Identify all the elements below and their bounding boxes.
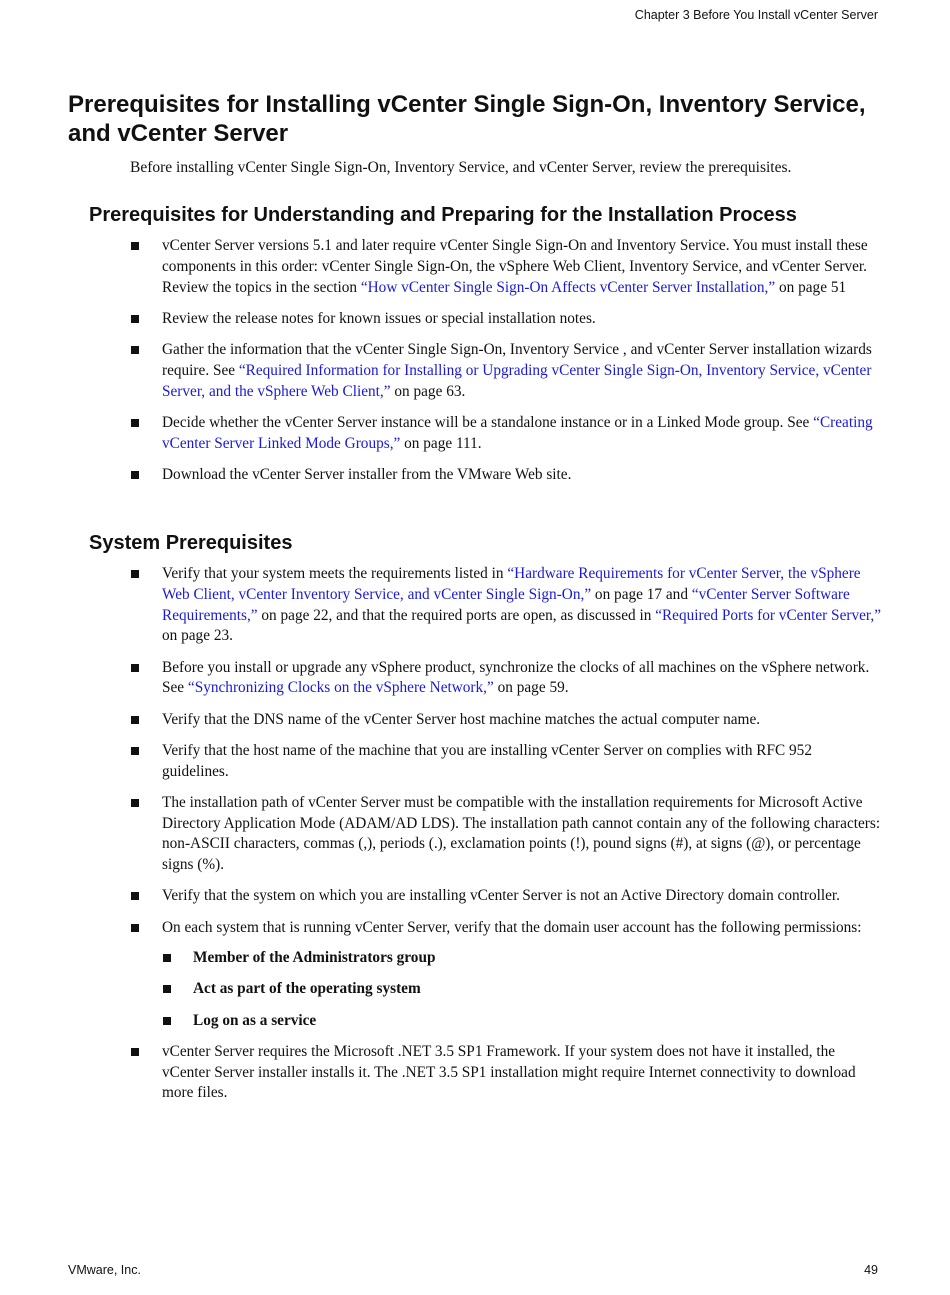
item-text: vCenter Server versions 5.1 and later require vCenter Single Sign-On and Inventory Service. You must install these components in this order: vCenter Single Sign-On, the vSphere Web Client, Inventory Service, and vCenter Server. Review the topics in the section xyxy=(162,237,868,296)
square-bullet-icon xyxy=(131,892,139,900)
list-item xyxy=(130,309,882,330)
section-heading-preparation: Prerequisites for Understanding and Preparing for the Installation Process xyxy=(89,204,797,226)
list-item xyxy=(130,710,882,731)
list-item xyxy=(130,340,882,402)
item-text: Gather the information that the vCenter Single Sign-On, Inventory Service , and vCenter Server installation wizards require. See xyxy=(162,340,872,379)
permission-text: Log on as a service xyxy=(193,1011,317,1029)
square-bullet-icon xyxy=(131,242,139,250)
list-item xyxy=(130,886,882,907)
square-bullet-icon xyxy=(131,747,139,755)
page-number: 49 xyxy=(864,1263,878,1277)
page-reference: on page 17 and xyxy=(591,585,692,603)
list-item xyxy=(130,741,882,783)
item-text: Verify that the system on which you are installing vCenter Server is not an Active Directory domain controller. xyxy=(162,887,840,905)
list-item xyxy=(130,793,882,876)
list-item xyxy=(130,1042,882,1104)
sublist-item xyxy=(162,1011,882,1032)
square-bullet-icon xyxy=(131,570,139,578)
cross-reference-link[interactable]: “Creating vCenter Server Linked Mode Groups,” xyxy=(162,413,873,452)
permission-text: Member of the Administrators group xyxy=(193,949,436,967)
list-item xyxy=(130,413,882,455)
page-reference: on page 51 xyxy=(775,278,847,296)
item-text: Decide whether the vCenter Server instance will be a standalone instance or in a Linked Mode group. See xyxy=(162,413,814,431)
item-text: Verify that the DNS name of the vCenter Server host machine matches the actual computer name. xyxy=(162,710,761,728)
list-item xyxy=(130,564,882,647)
list-item xyxy=(130,236,882,298)
page-reference: on page 22, and that the required ports are open, as discussed in xyxy=(257,606,656,624)
item-text: Review the release notes for known issues or special installation notes. xyxy=(162,309,596,327)
footer-company: VMware, Inc. xyxy=(68,1263,141,1277)
square-bullet-icon xyxy=(131,315,139,323)
item-text: Verify that the host name of the machine that you are installing vCenter Server on complies with RFC 952 guidelines. xyxy=(162,741,812,780)
square-bullet-icon xyxy=(131,346,139,354)
permissions-sublist xyxy=(162,948,882,1031)
square-bullet-icon xyxy=(131,419,139,427)
page-reference: on page 63. xyxy=(390,382,466,400)
intro-paragraph: Before installing vCenter Single Sign-On, Inventory Service, and vCenter Server, review the prerequisites. xyxy=(130,159,792,176)
system-prerequisites-list xyxy=(130,564,882,1115)
square-bullet-icon xyxy=(131,664,139,672)
item-text: Before you install or upgrade any vSphere product, synchronize the clocks of all machines on the vSphere network. See xyxy=(162,658,870,697)
cross-reference-link[interactable]: “vCenter Server Software Requirements,” xyxy=(162,585,850,624)
cross-reference-link[interactable]: “How vCenter Single Sign-On Affects vCenter Server Installation,” xyxy=(360,278,776,296)
sublist-item xyxy=(162,979,882,1000)
square-bullet-icon xyxy=(131,716,139,724)
page-title: Prerequisites for Installing vCenter Single Sign-On, Inventory Service, and vCenter Server xyxy=(68,91,866,147)
page-reference: on page 23. xyxy=(162,627,233,645)
section-heading-system: System Prerequisites xyxy=(89,532,293,554)
square-bullet-icon xyxy=(163,954,171,962)
item-text: The installation path of vCenter Server must be compatible with the installation requirements for Microsoft Active Directory Application Mode (ADAM/AD LDS). The installation path cannot contain any of the following characters: non-ASCII characters, commas (,), periods (.), exclamation points (!), pound signs (#), at signs (@), or percentage signs (%). xyxy=(162,793,881,874)
sublist-item xyxy=(162,948,882,969)
running-header: Chapter 3 Before You Install vCenter Server xyxy=(634,8,878,22)
item-text: Download the vCenter Server installer from the VMware Web site. xyxy=(162,465,572,483)
square-bullet-icon xyxy=(163,985,171,993)
page-reference: on page 111. xyxy=(400,434,482,452)
item-text: Verify that your system meets the requirements listed in xyxy=(162,565,508,582)
item-text: vCenter Server requires the Microsoft .NET 3.5 SP1 Framework. If your system does not have it installed, the vCenter Server installer installs it. The .NET 3.5 SP1 installation might require Internet connectivity to download more files. xyxy=(162,1042,856,1102)
square-bullet-icon xyxy=(163,1017,171,1025)
square-bullet-icon xyxy=(131,471,139,479)
cross-reference-link[interactable]: “Hardware Requirements for vCenter Server, the vSphere Web Client, vCenter Inventory Service, and vCenter Single Sign-On,” xyxy=(162,565,861,603)
permission-text: Act as part of the operating system xyxy=(193,980,421,998)
list-item xyxy=(130,658,882,700)
square-bullet-icon xyxy=(131,924,139,932)
preparation-prerequisites-list xyxy=(130,236,882,496)
square-bullet-icon xyxy=(131,799,139,807)
list-item xyxy=(130,918,882,1032)
cross-reference-link[interactable]: “Synchronizing Clocks on the vSphere Network,” xyxy=(187,679,494,697)
item-text: On each system that is running vCenter Server, verify that the domain user account has the following permissions: xyxy=(162,918,862,936)
list-item xyxy=(130,465,882,486)
cross-reference-link[interactable]: “Required Information for Installing or Upgrading vCenter Single Sign-On, Inventory Service, vCenter Server, and the vSphere Web Client,” xyxy=(162,361,872,400)
square-bullet-icon xyxy=(131,1048,139,1056)
cross-reference-link[interactable]: “Required Ports for vCenter Server,” xyxy=(655,606,881,624)
page-reference: on page 59. xyxy=(493,679,569,697)
